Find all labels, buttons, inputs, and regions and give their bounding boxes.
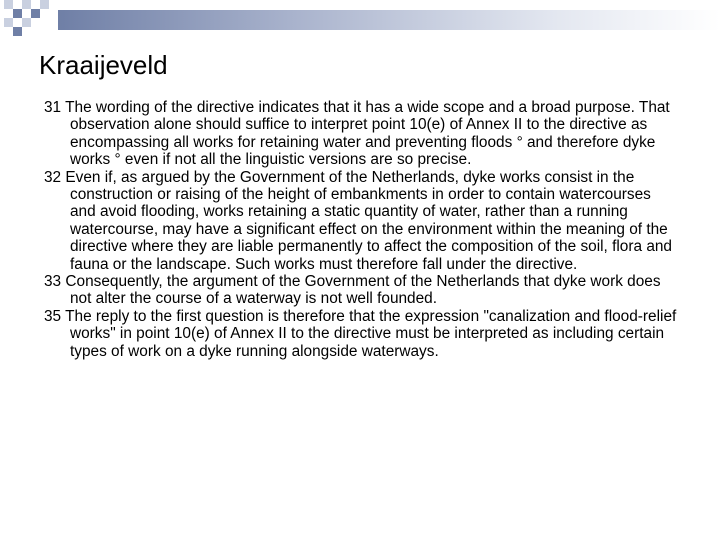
slide-title: Kraaijeveld xyxy=(39,50,168,80)
paragraph-35: 35 The reply to the first question is therefore that the expression "canalization and flood-relief works" in point 10(e) of Annex II to the directive must be interpreted as including certain types of work on a dyke running alongside waterways. xyxy=(44,307,677,360)
paragraph-31: 31 The wording of the directive indicates that it has a wide scope and a broad purpose. That observation alone should suffice to interpret point 10(e) of Annex II to the directive as encompassing all works for retaining water and preventing floods ° and therefore dyke works ° even if not all the linguistic versions are so precise. xyxy=(44,99,670,169)
decorative-squares xyxy=(0,0,60,40)
slide-body xyxy=(44,99,680,360)
paragraph-33: 33 Consequently, the argument of the Government of the Netherlands that dyke work does not alter the course of a waterway is not well founded. xyxy=(44,273,661,308)
paragraph-32: 32 Even if, as argued by the Government of the Netherlands, dyke works consist in the construction or raising of the height of embankments in order to contain watercourses and avoid flooding, works retaining a static quantity of water, rather than a running watercourse, may have a significant effect on the environment within the meaning of the directive where they are liable permanently to affect the composition of the soil, flora and fauna or the landscape. Such works must therefore fall under the directive. xyxy=(44,168,672,273)
decorative-title-bar xyxy=(58,10,720,30)
